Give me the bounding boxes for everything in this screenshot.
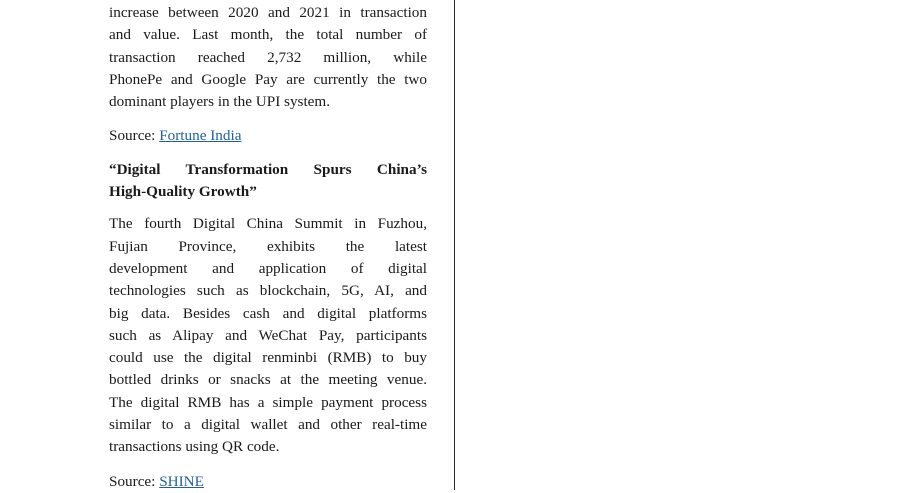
article-1-source [109,125,427,147]
spacer [109,203,427,213]
article-2-line: Fujian Province, exhibits the latest [109,237,427,255]
article-2-line: similar to a digital wallet and other real-time [109,416,427,434]
article-2-line: The fourth Digital China Summit in Fuzhou, [109,215,427,233]
article-1-line: and value. Last month, the total number of [109,26,427,44]
source-link-shine[interactable]: SHINE [159,472,204,490]
article-1-line: increase between 2020 and 2021 in transaction [109,4,427,21]
article-2-line: transactions using QR code. [109,438,280,456]
article-2-title-line: High-Quality Growth” [109,183,257,201]
article-2-line: bottled drinks or snacks at the meeting venue. [109,371,427,389]
article-1-line: dominant players in the UPI system. [109,93,331,111]
source-link-fortune-india[interactable]: Fortune India [159,127,242,145]
article-2-title [109,159,427,204]
article-2-body [109,213,427,458]
article-2-line: could use the digital renminbi (RMB) to buy [109,349,427,367]
article-1-line: PhonePe and Google Pay are currently the two [109,70,427,88]
article-2-title-line: “Digital Transformation Spurs China’s [109,160,427,178]
document-column [109,2,427,493]
article-2-line: The digital RMB has a simple payment process [109,393,427,411]
article-2-line: development and application of digital [109,259,427,277]
source-label: Source: [109,472,156,490]
source-label: Source: [109,127,156,145]
article-2-line: big data. Besides cash and digital platforms [109,304,427,322]
column-divider [454,0,455,490]
article-1-line: transaction reached 2,732 million, while [109,48,427,66]
article-1-body [109,2,427,113]
article-2-line: technologies such as blockchain, 5G, AI, and [109,282,427,300]
article-2-line: such as Alipay and WeChat Pay, participants [109,326,427,344]
